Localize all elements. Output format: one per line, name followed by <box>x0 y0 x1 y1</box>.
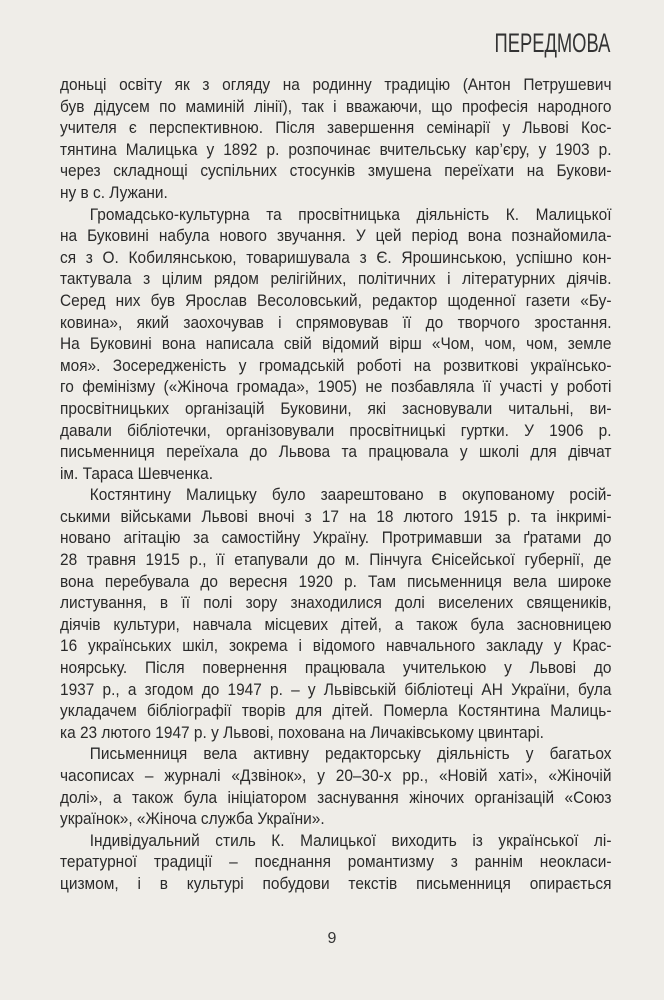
text-line: ся з О. Кобилянською, товаришувала з Є. Ярошинською, успішно кон- <box>60 247 612 267</box>
text-line: 28 травня 1915 р., її етапували до м. Пінчуга Єнісейської губернії, де <box>60 550 612 570</box>
text-line: діячів культури, навчала місцевих дітей, а також була засновницею <box>60 614 612 634</box>
text-line: Серед них був Ярослав Весоловський, редактор щоденної газети «Бу- <box>60 290 612 310</box>
page-number: 9 <box>327 930 337 947</box>
text-line: ковина», який заохочував і спрямовував її до творчого зростання. <box>60 312 612 332</box>
text-line: го фемінізму («Жіноча громада», 1905) не позбавляла її участі у роботі <box>60 377 612 397</box>
text-line: ну в с. Лужани. <box>60 182 168 202</box>
paragraph <box>60 204 612 485</box>
text-line: Костянтину Малицьку було заарештовано в окупованому росій- <box>89 485 612 505</box>
text-line: ім. Тараса Шевченка. <box>60 463 214 483</box>
text-line: ськими військами Львові вночі з 17 на 18 лютого 1915 р. та інкримі- <box>60 506 612 526</box>
text-line: тактувала з цілим рядом релігійних, політичних і літературних діячів. <box>60 269 612 289</box>
text-line: цизмом, і в культурі побудови текстів письменниця опирається <box>60 873 612 893</box>
text-line: Громадсько-культурна та просвітницька діяльність К. Малицької <box>89 204 612 224</box>
text-line: письменниця переїхала до Львова та працювала у школі для дівчат <box>60 442 612 462</box>
text-line: українок», «Жіноча служба України». <box>60 809 325 829</box>
text-line: просвітницьких організацій Буковини, які засновували читальні, ви- <box>60 398 612 418</box>
text-line: вона перебувала до вересня 1920 р. Там письменниця вела широке <box>60 571 612 591</box>
text-line: долі», а також була ініціатором заснування жіночих організацій «Союз <box>60 787 612 807</box>
paragraph <box>60 743 612 829</box>
paragraph <box>60 74 612 204</box>
text-line: укладачем бібліографії творів для дітей. Померла Костянтина Малиць- <box>60 701 612 721</box>
text-line: тературної традиції – поєднання романтизму з раннім неокласи- <box>60 852 612 872</box>
text-line: давали бібліотечки, організовували просвітницькі гуртки. У 1906 р. <box>60 420 612 440</box>
text-line: через складнощі суспільних стосунків змушена переїхати на Букови- <box>60 161 612 181</box>
text-line: Письменниця вела активну редакторську діяльність у багатьох <box>89 744 612 764</box>
text-line: моя». Зосередженість у громадській роботі на розвиткові українсько- <box>60 355 612 375</box>
text-line: новано агітацію за самостійну Україну. Протримавши за ґратами до <box>60 528 612 548</box>
paragraph <box>60 830 612 895</box>
text-line: учителя є перспективною. Після завершення семінарії у Львові Кос- <box>60 118 612 138</box>
body-text <box>60 74 612 895</box>
text-line: ноярську. Після повернення працювала учителькою у Львові до <box>60 658 612 678</box>
running-header: ПЕРЕДМОВА <box>494 28 610 58</box>
paragraph <box>60 484 612 743</box>
text-line: ка 23 лютого 1947 р. у Львові, похована на Личаківському цвинтарі. <box>60 722 544 742</box>
text-line: часописах – журналі «Дзвінок», у 20–30-х рр., «Новій хаті», «Жіночій <box>60 766 612 785</box>
text-line: листування, в її полі зору знаходилися долі виселених священиків, <box>60 593 612 613</box>
text-line: На Буковині вона написала свій відомий вірш «Чом, чом, чом, земле <box>60 334 612 354</box>
text-line: доньці освіту як з огляду на родинну традицію (Антон Петрушевич <box>60 75 612 94</box>
text-line: Індивідуальний стиль К. Малицької виходить із української лі- <box>89 830 612 850</box>
text-line: на Буковині набула нового звучання. У цей період вона познайомила- <box>60 226 612 246</box>
text-line: тянтина Малицька у 1892 р. розпочинає вчительську кар’єру, у 1903 р. <box>60 139 612 159</box>
text-line: 16 українських шкіл, зокрема і відомого навчального закладу у Крас- <box>60 636 612 656</box>
text-line: 1937 р., а згодом до 1947 р. – у Львівській бібліотеці АН України, була <box>60 679 612 699</box>
text-line: був дідусем по маминій лінії), так і вважаючи, що професія народного <box>60 96 612 116</box>
